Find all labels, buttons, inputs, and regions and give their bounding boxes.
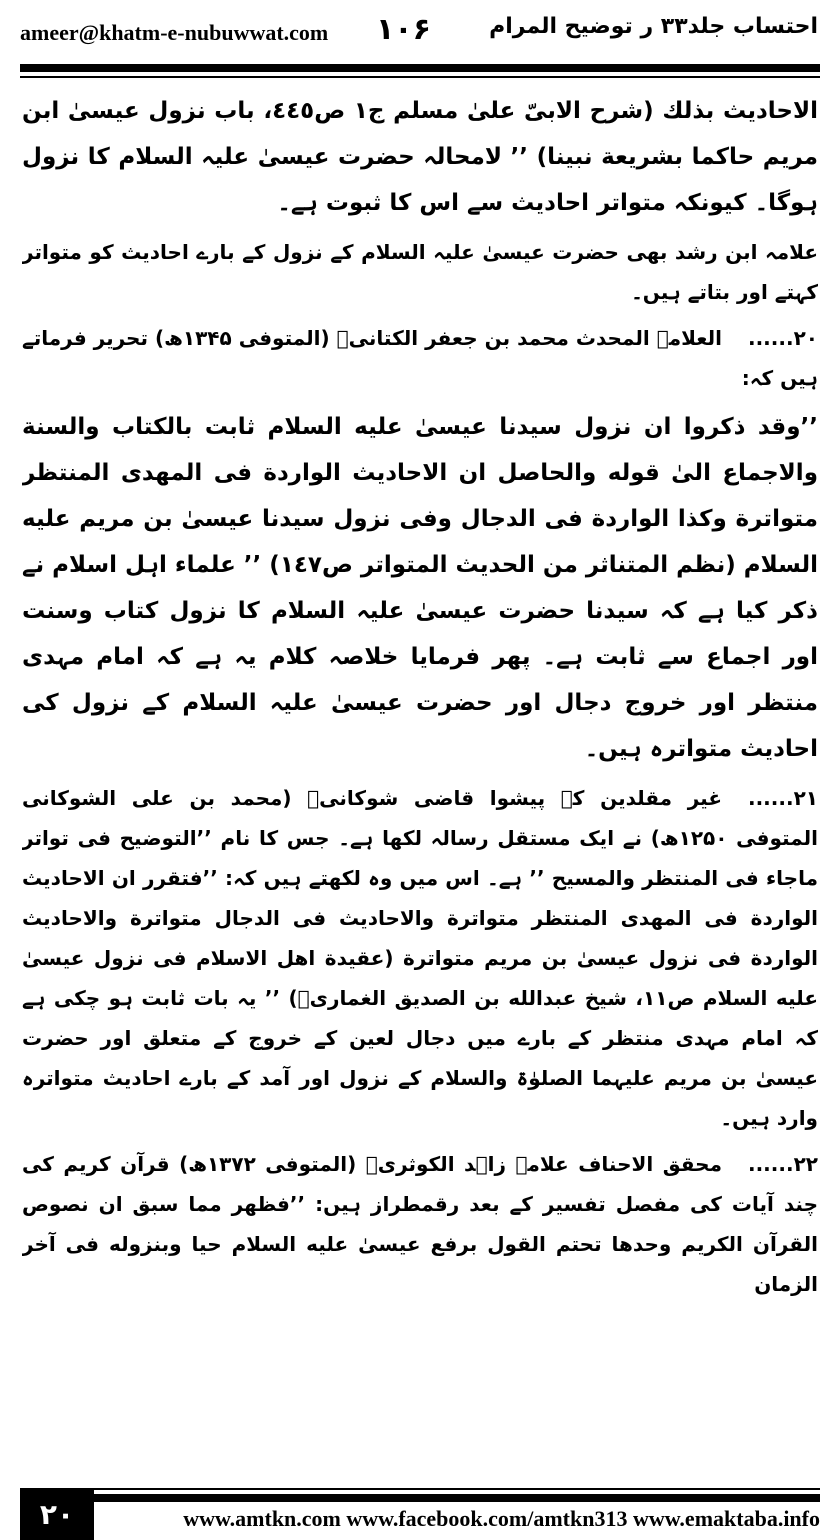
paragraph-1: الاحاديث بذلك (شرح الابیّ علیٰ مسلم ج۱ ص٤٤٥، باب نزول عيسیٰ ابن مريم حاكما بشريعة نبينا) ’’ لامحالہ حضرت عیسیٰ علیہ السلام کا نزول ہوگا۔ کیونکہ متواتر احادیث سے اس کا ثبوت ہے۔ bbox=[22, 98, 818, 216]
header-rule-thin bbox=[20, 76, 820, 78]
footer-rule-thin bbox=[20, 1488, 820, 1490]
paragraph-3-text: العلامہ المحدث محمد بن جعفر الکتانیؒ (المتوفی ۱۳۴۵ھ) تحریر فرماتے ہیں کہ: bbox=[22, 326, 818, 390]
paragraph-6-text: محقق الاحناف علامہ زاہد الکوثریؒ (المتوفی ۱۳۷۲ھ) قرآن کریم کی چند آیات کی مفصل تفسیر کے بعد رقمطراز ہیں: ’’فظهر مما سبق ان نصوص القرآن الكريم وحدها تحتم القول برفع عيسیٰ عليه السلام حيا وبنزوله فی آخر الزمان bbox=[22, 1152, 818, 1296]
footer-rule-thick bbox=[20, 1494, 820, 1502]
page-header bbox=[0, 0, 840, 84]
page-footer bbox=[0, 1444, 840, 1540]
item-number-22: ۲۲...... bbox=[747, 1152, 818, 1176]
item-number-21: ۲۱...... bbox=[747, 786, 818, 810]
footer-page-box: ۲۰ bbox=[20, 1488, 94, 1540]
item-number-20: ۲۰...... bbox=[747, 326, 818, 350]
paragraph-5-text: غیر مقلدین کے پیشوا قاضی شوکانیؒ (محمد بن علی الشوکانی المتوفی ۱۲۵۰ھ) نے ایک مستقل رسالہ لکھا ہے۔ جس کا نام ’’التوضيح فی تواتر ماجاء فی المنتظر والمسيح ’’ ہے۔ اس میں وہ لکھتے ہیں کہ: ’’فتقرر ان الاحاديث الواردة فی المهدی المنتظر متواترة والاحاديث فی الدجال متواترة والاحاديث الواردة فی نزول عيسیٰ بن مريم متواترة (عقيدة اهل الاسلام فی نزول عيسیٰ عليه السلام ص١١، شيخ عبدالله بن الصديق الغماریؒ) ’’ یہ بات ثابت ہو چکی ہے کہ امام مہدی منتظر کے بارے میں دجال لعین کے خروج کے متعلق اور حضرت عیسیٰ بن مریم علیہما الصلوٰۃ والسلام کے نزول اور آمد کے بارے احادیث متواترہ وارد ہیں۔ bbox=[22, 786, 818, 1130]
paragraph-4: ’’وقد ذكروا ان نزول سيدنا عيسیٰ عليه السلام ثابت بالكتاب والسنة والاجماع الیٰ قوله والحاصل ان الاحاديث الواردة فی المهدی المنتظر متواترة وكذا الواردة فی الدجال وفی نزول سيدنا عيسیٰ بن مريم عليه السلام (نظم المتناثر من الحديث المتواتر ص١٤٧) ’’ علماء اہل اسلام نے ذکر کیا ہے کہ سیدنا حضرت عیسیٰ علیہ السلام کا نزول کتاب وسنت اور اجماع سے ثابت ہے۔ پھر فرمایا خلاصہ کلام یہ ہے کہ امام مہدی منتظر اور خروج دجال اور حضرت عیسیٰ علیہ السلام کے نزول کی احادیث متواترہ ہیں۔ bbox=[22, 414, 818, 762]
paragraph-5 bbox=[22, 778, 818, 1138]
paragraph-2: علامہ ابن رشد بھی حضرت عیسیٰ علیہ السلام کے نزول کے بارے احادیث کو متواتر کہتے اور بتاتے ہیں۔ bbox=[22, 240, 818, 304]
paragraph-3 bbox=[22, 318, 818, 398]
header-book-title: احتساب جلد۳۳ ر توضیح المرام bbox=[489, 14, 818, 39]
paragraph-6 bbox=[22, 1144, 818, 1304]
page-body bbox=[22, 88, 818, 1438]
header-email[interactable]: ameer@khatm-e-nubuwwat.com bbox=[20, 20, 329, 45]
header-rule-thick bbox=[20, 64, 820, 72]
header-page-number: ۱۰۶ bbox=[376, 12, 431, 47]
footer-links[interactable]: www.amtkn.com www.facebook.com/amtkn313 www.emaktaba.info bbox=[183, 1506, 820, 1531]
